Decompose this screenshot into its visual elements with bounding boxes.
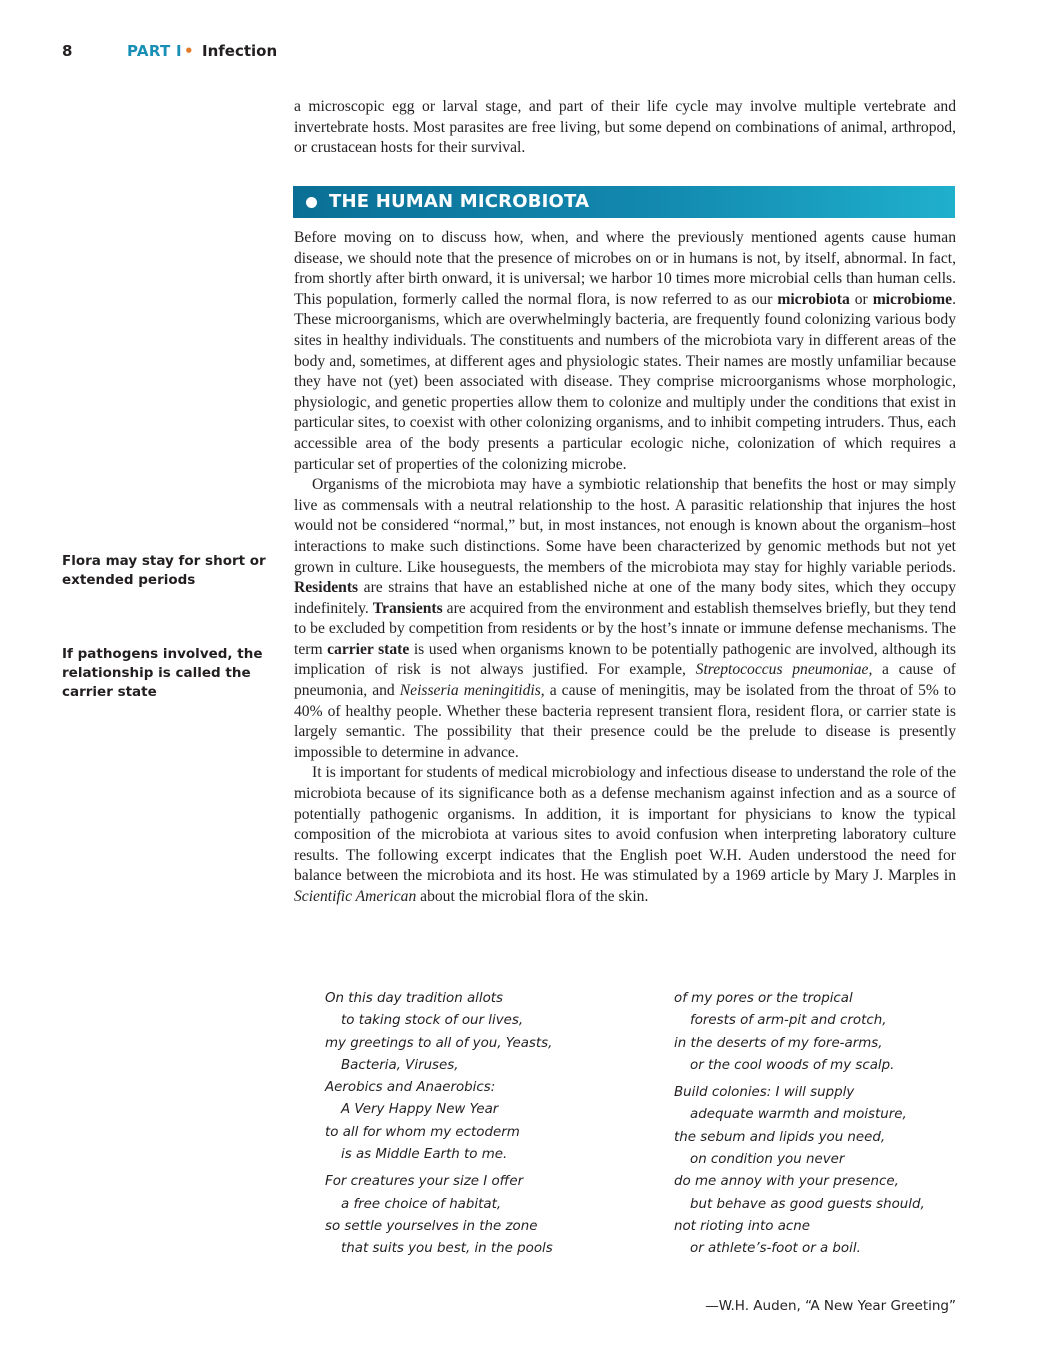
intro-paragraph: a microscopic egg or larval stage, and part of their life cycle may involve multiple vertebrate and invertebrate hosts. Most parasites are free living, but some depend on combinations of animal, arthropod, or crustacean hosts for their survival. <box>294 98 956 157</box>
page-number: 8 <box>62 42 73 60</box>
poem-right-column <box>674 988 925 1266</box>
part-label: PART I <box>127 42 182 60</box>
paragraph-3: It is important for students of medical microbiology and infectious disease to understand the role of the microbiota because of its significance both as a defense mechanism against infection and as a source of potentially pathogenic organisms. In addition, it is important for physicians to know the typical composition of the microbiota at various sites to avoid confusion when interpreting laboratory culture results. The following excerpt indicates that the English poet W.H. Auden understood the need for balance between the microbiota and its host. He was stimulated by a 1969 article by Mary J. Marples in Scientific American about the microbial flora of the skin. <box>294 764 956 905</box>
intro-paragraph-block <box>294 97 956 159</box>
poem-line: A Very Happy New Year <box>341 1102 499 1118</box>
section-title: THE HUMAN MICROBIOTA <box>329 191 590 212</box>
header-bullet: • <box>184 42 194 60</box>
poem-line: forests of arm-pit and crotch, <box>690 1013 887 1029</box>
poem-line: my greetings to all of you, Yeasts, <box>325 1035 553 1051</box>
term-residents: Residents <box>294 579 359 597</box>
paragraph-2: Organisms of the microbiota may have a symbiotic relationship that benefits the host or may simply live as commensals with a neutral relationship to the host. A parasitic relationship that injures the host would not be considered “normal,” but, in most instances, not enough is known about the organism–host interactions to make such distinctions. Some have been characterized by genomic methods but not yet grown in culture. Like houseguests, the members of the microbiota may stay for highly variable periods. Residents are strains that have an established niche at one of the many body sites, which they occupy indefinitely. Transients are acquired from the environment and establish themselves briefly, but they tend to be excluded by competition from residents or by the host’s innate or immune defense mechanisms. The term carrier state is used when organisms known to be potentially pathogenic are involved, although its implication of risk is not always justified. For example, Streptococcus pneumoniae, a cause of pneumonia, and Neisseria meningitidis, a cause of meningitis, may be isolated from the throat of 5% to 40% of healthy people. Whether these bacteria represent transient flora, resident flora, or carrier state is largely semantic. The possibility that their presence could be the prelude to disease is presently impossible to determine in advance. <box>294 476 957 761</box>
section-banner <box>293 186 955 218</box>
poem-line: or the cool woods of my scalp. <box>690 1057 895 1073</box>
banner-bullet-icon <box>306 197 317 208</box>
poem-stanza <box>325 988 553 1166</box>
poem-attribution: —W.H. Auden, “A New Year Greeting” <box>705 1298 956 1314</box>
poem-line: not rioting into acne <box>674 1218 811 1234</box>
species-neisseria: Neisseria meningitidis, <box>399 682 545 700</box>
paragraph-1: Before moving on to discuss how, when, and where the previously mentioned agents cause human disease, we should note that the presence of microbes on or in humans is not, by itself, abnormal. In fact, from shortly after birth onward, it is universal; we harbor 10 times more microbial cells than human cells. This population, formerly called the normal flora, is now referred to as our microbiota or microbiome. These microorganisms, which are overwhelmingly bacteria, are frequently found colonizing various body sites in healthy individuals. The constituents and numbers of the microbiota vary in different areas of the body and, sometimes, at different ages and physiologic states. Their names are mostly unfamiliar because they have not (yet) been associated with disease. They comprise microorganisms whose morphologic, physiologic, and genetic properties allow them to colonize and multiply under the conditions that exist in particular sites, to coexist with other colonizing organisms, and to inhibit competing intruders. Thus, each accessible area of the body presents a particular ecologic niche, colonization of which requires a particular set of properties of the colonizing microbe. <box>294 229 956 473</box>
poem-stanza <box>674 1082 925 1260</box>
margin-note-carrier-state: If pathogens involved, the relationship is called the carrier state <box>62 646 263 700</box>
journal-title: Scientific American <box>294 888 417 905</box>
poem-line: to all for whom my ectoderm <box>325 1124 520 1140</box>
section-body <box>294 228 956 908</box>
poem-line: For creatures your size I offer <box>325 1174 524 1190</box>
poem-line: of my pores or the tropical <box>674 991 853 1006</box>
species-streptococcus: Streptococcus pneumoniae, <box>695 661 873 679</box>
term-microbiome: microbiome <box>872 290 953 308</box>
poem-line: on condition you never <box>690 1152 845 1168</box>
poem-left-column <box>325 988 553 1266</box>
term-transients: Transients <box>372 599 443 617</box>
poem-stanza <box>325 1171 553 1260</box>
poem-line: Aerobics and Anaerobics: <box>325 1080 496 1096</box>
term-carrier-state: carrier state <box>327 640 410 658</box>
term-microbiota: microbiota <box>777 290 850 308</box>
poem-line: On this day tradition allots <box>325 991 504 1006</box>
poem-line: that suits you best, in the pools <box>341 1241 553 1257</box>
margin-note-flora: Flora may stay for short or extended periods <box>62 553 266 588</box>
poem-line: but behave as good guests should, <box>690 1196 925 1212</box>
poem-line: so settle yourselves in the zone <box>325 1218 538 1234</box>
poem-line: adequate warmth and moisture, <box>690 1107 907 1123</box>
poem-line: a free choice of habitat, <box>341 1196 502 1212</box>
poem-line: Build colonies: I will supply <box>674 1085 855 1101</box>
poem-stanza <box>674 988 925 1077</box>
poem-line: to taking stock of our lives, <box>341 1013 524 1029</box>
poem-line: or athlete’s-foot or a boil. <box>690 1241 861 1257</box>
poem-line: is as Middle Earth to me. <box>341 1147 508 1163</box>
poem-line: the sebum and lipids you need, <box>674 1129 886 1145</box>
chapter-title: Infection <box>202 42 278 60</box>
poem-line: Bacteria, Viruses, <box>341 1057 459 1073</box>
poem-line: in the deserts of my fore-arms, <box>674 1035 883 1051</box>
poem-line: do me annoy with your presence, <box>674 1174 899 1190</box>
